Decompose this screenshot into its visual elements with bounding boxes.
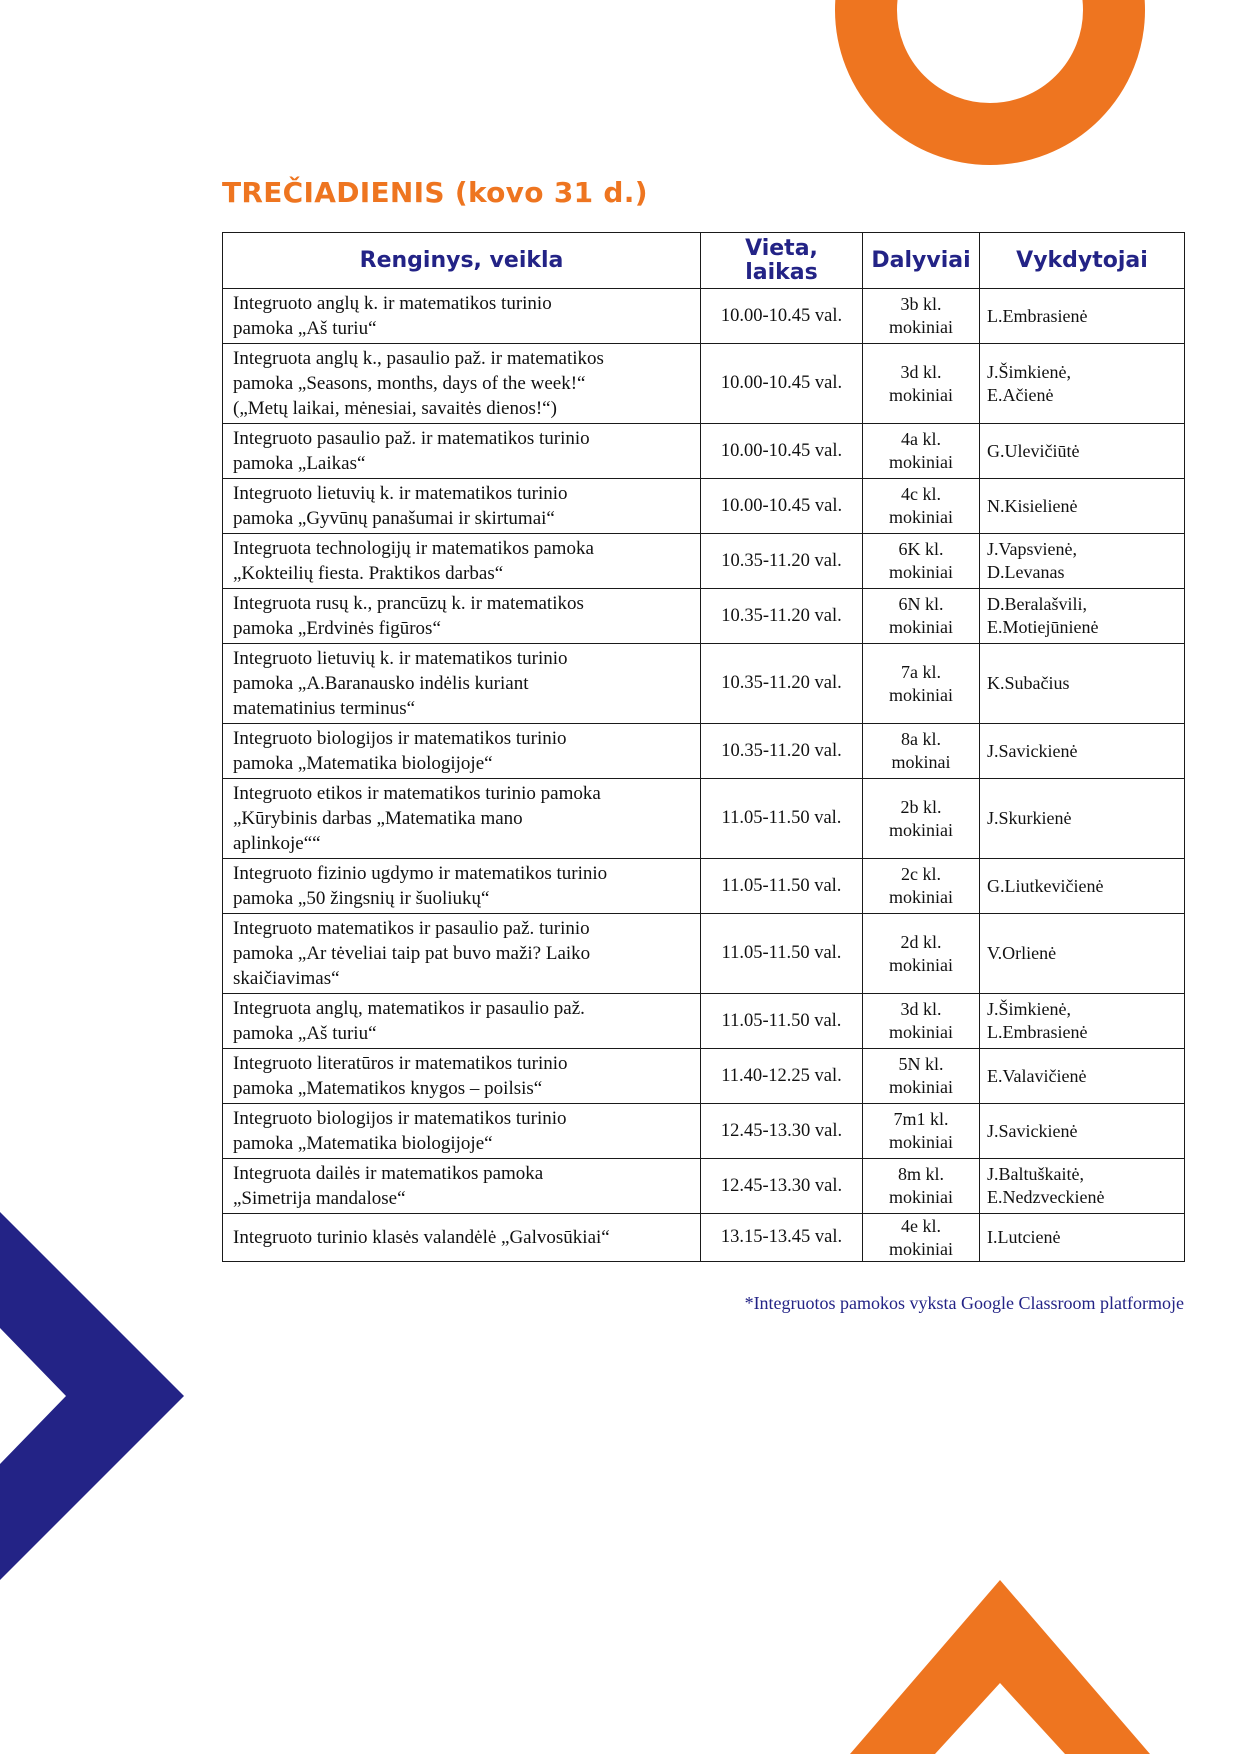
participants-cell: 3b kl. mokiniai bbox=[863, 289, 980, 344]
time-cell: 10.35-11.20 val. bbox=[701, 644, 863, 724]
table-header-row bbox=[223, 233, 1185, 289]
table-row bbox=[223, 1104, 1185, 1159]
activity-cell: Integruota anglų, matematikos ir pasaulio paž. pamoka „Aš turiu“ bbox=[223, 994, 701, 1049]
table-row bbox=[223, 344, 1185, 424]
participants-cell: 2c kl. mokiniai bbox=[863, 859, 980, 914]
header-organizers: Vykdytojai bbox=[980, 233, 1185, 289]
organizers-cell: G.Liutkevičienė bbox=[980, 859, 1185, 914]
table-row bbox=[223, 424, 1185, 479]
navy-chevron-shape bbox=[0, 1212, 184, 1580]
table-row bbox=[223, 644, 1185, 724]
footnote: *Integruotos pamokos vyksta Google Classroom platformoje bbox=[744, 1293, 1184, 1313]
organizers-cell: I.Lutcienė bbox=[980, 1214, 1185, 1262]
schedule-table bbox=[222, 232, 1185, 1262]
time-cell: 10.35-11.20 val. bbox=[701, 534, 863, 589]
activity-cell: Integruoto lietuvių k. ir matematikos turinio pamoka „Gyvūnų panašumai ir skirtumai“ bbox=[223, 479, 701, 534]
orange-ring-shape bbox=[866, 0, 1114, 134]
time-cell: 11.40-12.25 val. bbox=[701, 1049, 863, 1104]
organizers-cell: J.Skurkienė bbox=[980, 779, 1185, 859]
activity-cell: Integruoto pasaulio paž. ir matematikos turinio pamoka „Laikas“ bbox=[223, 424, 701, 479]
organizers-cell: J.Baltuškaitė, E.Nedzveckienė bbox=[980, 1159, 1185, 1214]
organizers-cell: J.Vapsvienė, D.Levanas bbox=[980, 534, 1185, 589]
time-cell: 10.00-10.45 val. bbox=[701, 344, 863, 424]
activity-cell: Integruoto etikos ir matematikos turinio pamoka „Kūrybinis darbas „Matematika mano aplinkoje““ bbox=[223, 779, 701, 859]
table-row bbox=[223, 1159, 1185, 1214]
activity-cell: Integruoto biologijos ir matematikos turinio pamoka „Matematika biologijoje“ bbox=[223, 1104, 701, 1159]
organizers-cell: L.Embrasienė bbox=[980, 289, 1185, 344]
time-cell: 10.00-10.45 val. bbox=[701, 479, 863, 534]
participants-cell: 4a kl. mokiniai bbox=[863, 424, 980, 479]
time-cell: 12.45-13.30 val. bbox=[701, 1159, 863, 1214]
organizers-cell: J.Šimkienė, L.Embrasienė bbox=[980, 994, 1185, 1049]
participants-cell: 5N kl. mokiniai bbox=[863, 1049, 980, 1104]
organizers-cell: J.Šimkienė, E.Ačienė bbox=[980, 344, 1185, 424]
time-cell: 10.35-11.20 val. bbox=[701, 724, 863, 779]
organizers-cell: D.Beralašvili, E.Motiejūnienė bbox=[980, 589, 1185, 644]
table-row bbox=[223, 779, 1185, 859]
participants-cell: 2d kl. mokiniai bbox=[863, 914, 980, 994]
time-cell: 11.05-11.50 val. bbox=[701, 994, 863, 1049]
table-row bbox=[223, 914, 1185, 994]
participants-cell: 8a kl. mokinai bbox=[863, 724, 980, 779]
activity-cell: Integruoto lietuvių k. ir matematikos turinio pamoka „A.Baranausko indėlis kuriant matematinius terminus“ bbox=[223, 644, 701, 724]
time-cell: 12.45-13.30 val. bbox=[701, 1104, 863, 1159]
time-cell: 10.00-10.45 val. bbox=[701, 289, 863, 344]
participants-cell: 4c kl. mokiniai bbox=[863, 479, 980, 534]
participants-cell: 3d kl. mokiniai bbox=[863, 344, 980, 424]
table-row bbox=[223, 479, 1185, 534]
time-cell: 10.00-10.45 val. bbox=[701, 424, 863, 479]
participants-cell: 6N kl. mokiniai bbox=[863, 589, 980, 644]
activity-cell: Integruoto literatūros ir matematikos turinio pamoka „Matematikos knygos – poilsis“ bbox=[223, 1049, 701, 1104]
table-row bbox=[223, 534, 1185, 589]
activity-cell: Integruoto turinio klasės valandėlė „Galvosūkiai“ bbox=[223, 1214, 701, 1262]
table-row bbox=[223, 589, 1185, 644]
participants-cell: 8m kl. mokiniai bbox=[863, 1159, 980, 1214]
table-row bbox=[223, 994, 1185, 1049]
header-participants: Dalyviai bbox=[863, 233, 980, 289]
orange-chevron-shape bbox=[850, 1580, 1150, 1754]
activity-cell: Integruota anglų k., pasaulio paž. ir matematikos pamoka „Seasons, months, days of the week!“ („Metų laikai, mėnesiai, savaitės dienos!“) bbox=[223, 344, 701, 424]
participants-cell: 6K kl. mokiniai bbox=[863, 534, 980, 589]
header-place-time: Vieta, laikas bbox=[701, 233, 863, 289]
table-row bbox=[223, 289, 1185, 344]
activity-cell: Integruoto fizinio ugdymo ir matematikos turinio pamoka „50 žingsnių ir šuoliukų“ bbox=[223, 859, 701, 914]
participants-cell: 4e kl. mokiniai bbox=[863, 1214, 980, 1262]
activity-cell: Integruoto biologijos ir matematikos turinio pamoka „Matematika biologijoje“ bbox=[223, 724, 701, 779]
participants-cell: 7m1 kl. mokiniai bbox=[863, 1104, 980, 1159]
table-row bbox=[223, 859, 1185, 914]
organizers-cell: G.Ulevičiūtė bbox=[980, 424, 1185, 479]
page-title: TREČIADIENIS (kovo 31 d.) bbox=[222, 176, 648, 209]
time-cell: 10.35-11.20 val. bbox=[701, 589, 863, 644]
organizers-cell: E.Valavičienė bbox=[980, 1049, 1185, 1104]
participants-cell: 3d kl. mokiniai bbox=[863, 994, 980, 1049]
organizers-cell: N.Kisielienė bbox=[980, 479, 1185, 534]
time-cell: 11.05-11.50 val. bbox=[701, 859, 863, 914]
participants-cell: 7a kl. mokiniai bbox=[863, 644, 980, 724]
table-row bbox=[223, 724, 1185, 779]
participants-cell: 2b kl. mokiniai bbox=[863, 779, 980, 859]
table-row bbox=[223, 1214, 1185, 1262]
header-activity: Renginys, veikla bbox=[223, 233, 701, 289]
time-cell: 13.15-13.45 val. bbox=[701, 1214, 863, 1262]
table-row bbox=[223, 1049, 1185, 1104]
activity-cell: Integruota rusų k., prancūzų k. ir matematikos pamoka „Erdvinės figūros“ bbox=[223, 589, 701, 644]
organizers-cell: J.Savickienė bbox=[980, 1104, 1185, 1159]
organizers-cell: K.Subačius bbox=[980, 644, 1185, 724]
time-cell: 11.05-11.50 val. bbox=[701, 914, 863, 994]
activity-cell: Integruota technologijų ir matematikos pamoka „Kokteilių fiesta. Praktikos darbas“ bbox=[223, 534, 701, 589]
organizers-cell: J.Savickienė bbox=[980, 724, 1185, 779]
activity-cell: Integruota dailės ir matematikos pamoka „Simetrija mandalose“ bbox=[223, 1159, 701, 1214]
organizers-cell: V.Orlienė bbox=[980, 914, 1185, 994]
activity-cell: Integruoto anglų k. ir matematikos turinio pamoka „Aš turiu“ bbox=[223, 289, 701, 344]
activity-cell: Integruoto matematikos ir pasaulio paž. turinio pamoka „Ar tėveliai taip pat buvo maži? Laiko skaičiavimas“ bbox=[223, 914, 701, 994]
time-cell: 11.05-11.50 val. bbox=[701, 779, 863, 859]
